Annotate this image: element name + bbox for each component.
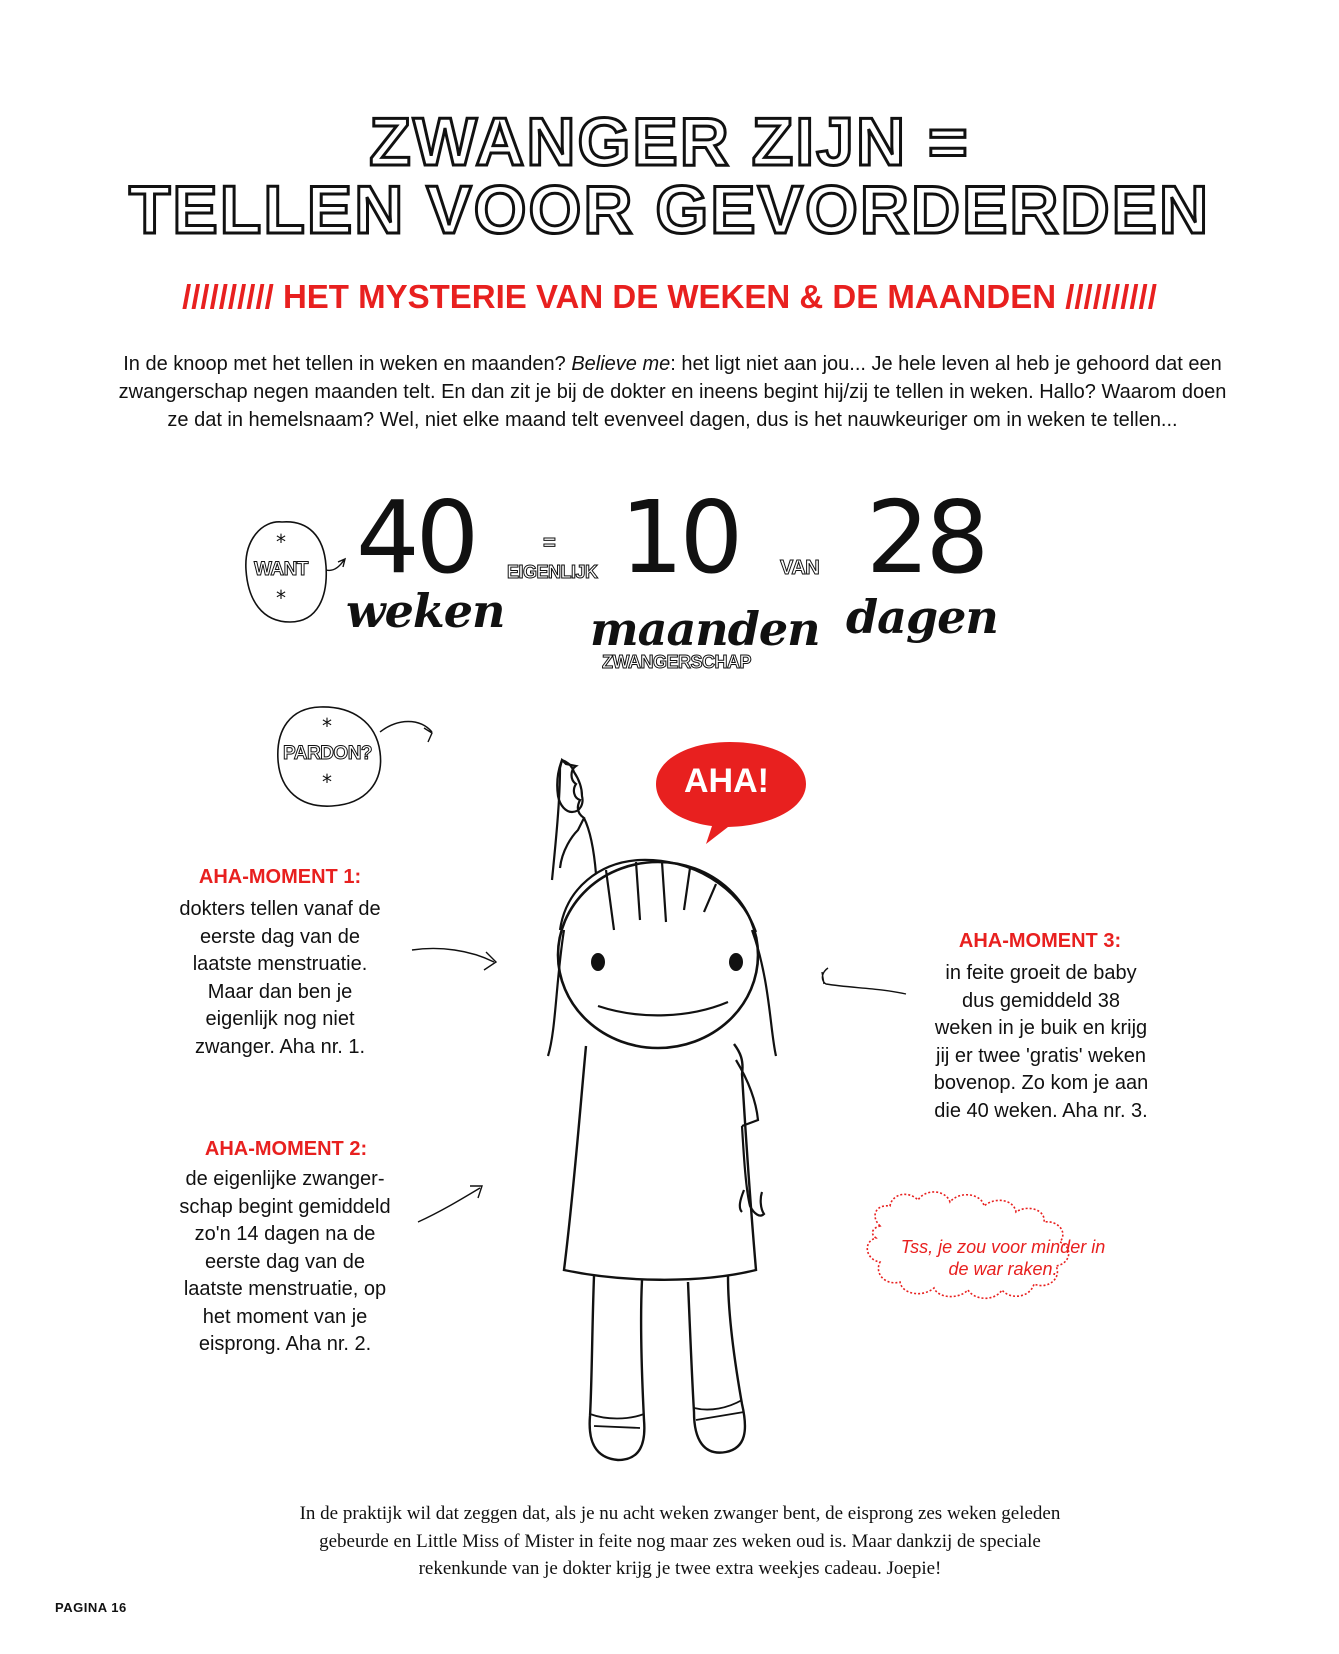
number-28: 28 [866,479,986,596]
girl-sleeve [736,1060,758,1126]
cloud-line-2: de war raken. [948,1259,1058,1279]
zwangerschap-label: ZWANGERSCHAP [602,652,752,672]
aha1-line: dokters tellen vanaf de [179,898,381,920]
page-number: PAGINA 16 [55,1600,127,1615]
pardon-asterisk-top: * [322,714,332,738]
title-line-1: ZWANGER ZIJN = [369,104,970,180]
unit-maanden: maanden [590,602,820,656]
aha3-heading: AHA-MOMENT 3: [958,930,1122,952]
footer-line-3: rekenkunde van je dokter krijg je twee extra weekjes cadeau. Joepie! [418,1558,942,1579]
aha1-heading: AHA-MOMENT 1: [198,866,362,888]
aha3-line: in feite groeit de baby [945,962,1137,984]
pardon-arrow [380,722,432,743]
intro-text-2: : het ligt niet aan jou... Je hele leven al heb je gehoord dat een zwangerschap negen maanden telt. En dan zit je bij de dokter en ineens begint hij/zij te tellen in weken. Hallo? Waarom doen ze dat in hemelsnaam? Wel, niet elke maand telt evenveel dagen, dus is het nauwkeuriger om in weken te tellen... [118,353,1227,431]
want-label: WANT [254,559,308,580]
aha1-line: eigenlijk nog niet [205,1008,355,1030]
want-asterisk-top: * [276,530,286,554]
aha1-arrow [412,949,496,971]
intro-italic: Believe me [571,353,671,375]
girl-smile [598,1002,728,1015]
subtitle: ////////// HET MYSTERIE VAN DE WEKEN & DE MAANDEN ////////// [182,278,1157,315]
pardon-asterisk-bottom: * [322,770,332,794]
aha3-text [906,960,1176,1125]
intro-text-1: In de knoop met het tellen in weken en maanden? [123,353,572,375]
aha1-line: Maar dan ben je [207,980,353,1003]
girl-right-eye [729,953,743,971]
equals-sign: = [543,530,556,555]
aha2-text [150,1166,420,1359]
footer-paragraph [160,1500,1200,1583]
aha1-line: eerste dag van de [199,925,361,948]
aha2-line: schap begint gemiddeld [179,1195,391,1218]
aha2-arrow [418,1186,482,1222]
unit-dagen: dagen [846,590,998,644]
aha3-line: die 40 weken. Aha nr. 3. [934,1099,1148,1122]
aha3-line: dus gemiddeld 38 [962,989,1120,1012]
girl-right-leg [688,1276,745,1453]
girl-dress [564,1044,756,1280]
pardon-label: PARDON? [283,743,373,764]
footer-line-1: In de praktijk wil dat zeggen dat, als je nu acht weken zwanger bent, de eisprong zes weken geleden [299,1503,1061,1524]
aha3-line: bovenop. Zo kom je aan [933,1072,1149,1094]
footer-line-2: gebeurde en Little Miss of Mister in feite nog maar zes weken oud is. Maar dankzij de speciale [319,1530,1041,1552]
number-10: 10 [620,479,740,596]
girl-left-leg [590,1276,645,1460]
aha2-line: zo'n 14 dagen na de [194,1223,376,1245]
aha1-line: laatste menstruatie. [192,953,368,975]
unit-weken: weken [346,584,505,638]
aha2-line: eisprong. Aha nr. 2. [198,1333,372,1355]
van-label: VAN [780,557,820,579]
aha2-line: laatste menstruatie, op [183,1278,387,1300]
cloud-text [878,1236,1128,1280]
aha2-line: eerste dag van de [204,1250,366,1273]
number-40: 40 [356,479,476,596]
aha2-line: de eigenlijke zwanger- [185,1168,385,1190]
girl-socks [590,1400,744,1428]
aha-bubble-text: AHA! [684,762,769,800]
aha1-line: zwanger. Aha nr. 1. [194,1035,366,1058]
cloud-line-1: Tss, je zou voor minder in [900,1237,1106,1257]
aha3-line: jij er twee 'gratis' weken [936,1044,1146,1067]
aha1-text [150,896,410,1061]
aha3-line: weken in je buik en krijg [934,1017,1148,1039]
girl-lower-arm [740,1126,764,1216]
want-asterisk-bottom: * [276,586,286,610]
aha2-heading: AHA-MOMENT 2: [204,1138,368,1160]
aha2-line: het moment van je [202,1305,368,1328]
want-arrow [326,559,345,570]
aha3-arrow [822,968,906,994]
eigenlijk-label: EIGENLIJK [507,562,598,582]
girl-left-eye [591,953,605,971]
title-line-2: TELLEN VOOR GEVORDERDEN [128,172,1211,248]
